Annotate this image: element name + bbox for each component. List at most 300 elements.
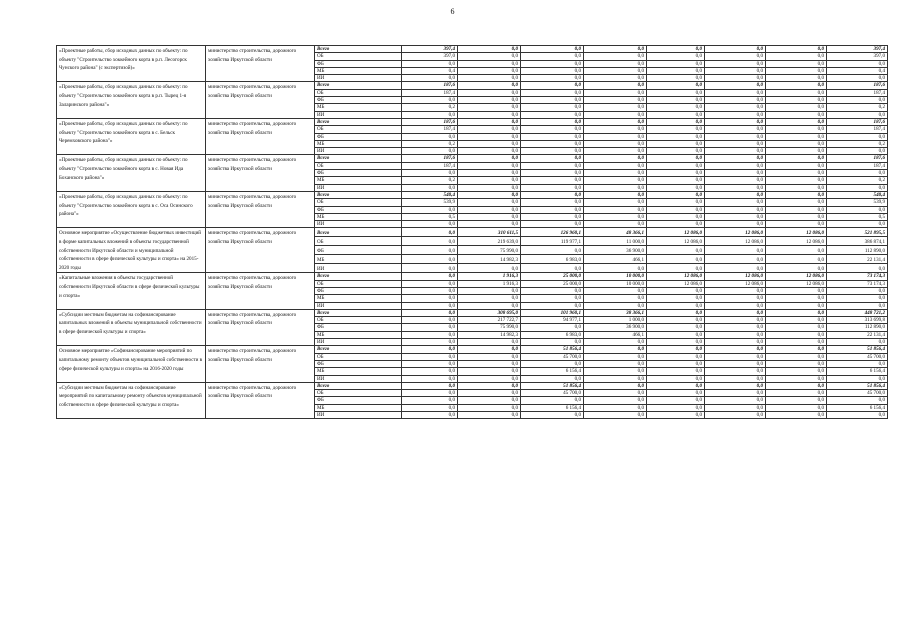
amount-cell: 0,0 [584,89,647,96]
amount-cell: 0,0 [647,104,705,111]
amount-cell: 0,0 [458,412,521,419]
amount-cell: 112 890,0 [827,246,888,255]
amount-cell: 0,0 [584,390,647,397]
amount-cell: 0,0 [705,46,766,53]
amount-cell: 0,0 [521,375,584,382]
table-row [57,118,888,125]
amount-cell: 0,0 [766,309,827,316]
funding-source: МБ [315,177,402,184]
amount-cell: 0,0 [647,324,705,331]
amount-cell: 0,0 [647,246,705,255]
amount-cell: 0,0 [705,317,766,324]
amount-cell: 0,0 [647,148,705,155]
amount-cell: 386 874,1 [827,237,888,246]
amount-cell: 51 856,4 [521,346,584,353]
amount-cell: 0,0 [584,412,647,419]
funding-source: ИИ [315,184,402,191]
table-row [57,46,888,53]
amount-cell: 0,0 [705,390,766,397]
funding-source: ФБ [315,246,402,255]
funding-source: ОБ [315,353,402,360]
amount-cell: 0,0 [584,346,647,353]
amount-cell: 0,0 [766,53,827,60]
amount-cell: 0,0 [521,75,584,82]
amount-cell: 0,0 [521,199,584,206]
amount-cell: 0,0 [402,295,458,302]
amount-cell: 0,0 [584,368,647,375]
amount-cell: 0,0 [402,221,458,228]
amount-cell: 0,0 [647,295,705,302]
amount-cell: 0,0 [827,97,888,104]
amount-cell: 0,0 [521,67,584,74]
amount-cell: 45 700,0 [827,353,888,360]
amount-cell: 0,0 [647,255,705,264]
amount-cell: 187,6 [402,155,458,162]
amount-cell: 0,0 [584,155,647,162]
amount-cell: 12 086,0 [647,280,705,287]
table-row [57,82,888,89]
amount-cell: 0,0 [766,287,827,294]
amount-cell: 0,0 [705,302,766,309]
amount-cell: 0,0 [521,177,584,184]
amount-cell: 0,0 [705,339,766,346]
amount-cell: 12 086,0 [705,273,766,280]
amount-cell: 0,0 [766,353,827,360]
amount-cell: 0,0 [584,353,647,360]
amount-cell: 0,0 [584,213,647,220]
amount-cell: 51 856,4 [521,382,584,389]
amount-cell: 0,0 [458,191,521,198]
table-row [57,382,888,389]
amount-cell: 0,0 [458,375,521,382]
amount-cell: 0,0 [584,295,647,302]
amount-cell: 521 895,5 [827,228,888,237]
amount-cell: 0,0 [402,382,458,389]
funding-source: Всего [315,382,402,389]
amount-cell: 217 722,7 [458,317,521,324]
responsible-executor: министерство строительства, дорожного хозяйства Иркутской области [206,346,315,382]
amount-cell: 0,0 [647,133,705,140]
amount-cell: 0,0 [647,317,705,324]
amount-cell: 0,0 [705,264,766,273]
funding-source: ИИ [315,412,402,419]
amount-cell: 0,0 [705,148,766,155]
amount-cell: 0,0 [584,191,647,198]
amount-cell: 0,0 [402,390,458,397]
measure-description: Основное мероприятие «Осуществление бюджетных инвестиций в форме капитальных вложений в объекты государственной собственности Иркутской области и муниципальной собственности в сфере физической культуры и спорта» на 2015-2020 годы [57,228,206,273]
amount-cell: 0,0 [521,324,584,331]
amount-cell: 187,6 [827,82,888,89]
amount-cell: 0,0 [647,397,705,404]
amount-cell: 0,0 [521,360,584,367]
funding-source: ОБ [315,53,402,60]
amount-cell: 0,0 [458,221,521,228]
amount-cell: 6 156,4 [521,368,584,375]
amount-cell: 0,5 [827,213,888,220]
amount-cell: 0,0 [402,273,458,280]
amount-cell: 0,0 [647,60,705,67]
amount-cell: 0,0 [705,97,766,104]
amount-cell: 0,0 [766,199,827,206]
amount-cell: 0,0 [402,287,458,294]
amount-cell: 0,0 [584,184,647,191]
amount-cell: 0,0 [766,375,827,382]
amount-cell: 0,0 [647,126,705,133]
amount-cell: 0,0 [766,213,827,220]
amount-cell: 0,0 [766,148,827,155]
funding-source: МБ [315,255,402,264]
amount-cell: 36 900,0 [584,246,647,255]
amount-cell: 0,0 [705,104,766,111]
amount-cell: 0,0 [647,82,705,89]
amount-cell: 0,0 [766,404,827,411]
amount-cell: 0,0 [521,133,584,140]
funding-source: ФБ [315,60,402,67]
amount-cell: 12 086,0 [705,280,766,287]
amount-cell: 0,0 [402,317,458,324]
amount-cell: 539,9 [827,199,888,206]
amount-cell: 0,0 [705,199,766,206]
amount-cell: 0,0 [705,60,766,67]
amount-cell: 0,0 [458,339,521,346]
funding-source: МБ [315,404,402,411]
amount-cell: 0,0 [521,118,584,125]
amount-cell: 0,0 [766,89,827,96]
amount-cell: 0,0 [584,148,647,155]
amount-cell: 0,0 [402,324,458,331]
amount-cell: 75 990,0 [458,246,521,255]
amount-cell: 45 700,0 [521,353,584,360]
amount-cell: 0,0 [705,75,766,82]
amount-cell: 0,0 [521,148,584,155]
amount-cell: 0,0 [647,170,705,177]
funding-source: ИИ [315,111,402,118]
amount-cell: 0,0 [766,221,827,228]
amount-cell: 12 086,0 [766,280,827,287]
amount-cell: 126 960,1 [521,228,584,237]
page-number: 6 [450,7,455,16]
responsible-executor: министерство строительства, дорожного хозяйства Иркутской области [206,309,315,345]
amount-cell: 448 721,2 [827,309,888,316]
amount-cell: 0,0 [766,368,827,375]
amount-cell: 0,0 [521,140,584,147]
amount-cell: 0,0 [584,206,647,213]
amount-cell: 0,0 [766,97,827,104]
amount-cell: 0,0 [521,60,584,67]
amount-cell: 0,0 [647,67,705,74]
amount-cell: 0,0 [705,287,766,294]
amount-cell: 0,0 [584,162,647,169]
amount-cell: 0,0 [458,75,521,82]
amount-cell: 12 086,0 [647,273,705,280]
responsible-executor: министерство строительства, дорожного хозяйства Иркутской области [206,382,315,418]
amount-cell: 0,0 [647,89,705,96]
amount-cell: 0,0 [647,155,705,162]
amount-cell: 94 977,1 [521,317,584,324]
amount-cell: 0,0 [766,126,827,133]
amount-cell: 0,0 [584,60,647,67]
funding-source: Всего [315,82,402,89]
amount-cell: 0,0 [766,155,827,162]
funding-source: ФБ [315,170,402,177]
amount-cell: 187,6 [402,118,458,125]
amount-cell: 0,0 [402,375,458,382]
measure-description: «Субсидии местным бюджетам на софинансирование мероприятий по капитальному ремонту объектов муниципальной собственности в сфере физической культуры и спорта» [57,382,206,418]
amount-cell: 0,0 [458,148,521,155]
amount-cell: 0,0 [458,404,521,411]
amount-cell: 540,4 [827,191,888,198]
measure-description: «Проектные работы, сбор исходных данных по объекту: по объекту "Строительство хоккейного корта в с. Новая Ида Боханского района"» [57,155,206,191]
table-row [57,155,888,162]
funding-source: МБ [315,295,402,302]
amount-cell: 0,0 [402,246,458,255]
amount-cell: 0,0 [402,228,458,237]
amount-cell: 0,0 [402,237,458,246]
amount-cell: 0,0 [402,302,458,309]
amount-cell: 0,0 [584,82,647,89]
amount-cell: 0,0 [647,346,705,353]
responsible-executor: министерство строительства, дорожного хозяйства Иркутской области [206,273,315,309]
amount-cell: 0,0 [827,206,888,213]
amount-cell: 0,0 [402,255,458,264]
funding-source: Всего [315,118,402,125]
funding-source: ОБ [315,89,402,96]
amount-cell: 0,0 [521,213,584,220]
funding-source: ИИ [315,75,402,82]
amount-cell: 0,0 [647,331,705,338]
amount-cell: 0,0 [584,170,647,177]
amount-cell: 0,0 [521,97,584,104]
amount-cell: 12 086,0 [647,237,705,246]
amount-cell: 0,0 [766,382,827,389]
amount-cell: 0,0 [705,140,766,147]
amount-cell: 36 900,0 [584,324,647,331]
amount-cell: 0,0 [827,302,888,309]
amount-cell: 0,0 [705,246,766,255]
amount-cell: 0,0 [521,82,584,89]
amount-cell: 0,0 [827,412,888,419]
amount-cell: 0,0 [584,199,647,206]
amount-cell: 0,4 [402,67,458,74]
amount-cell: 0,0 [402,60,458,67]
amount-cell: 0,0 [584,404,647,411]
responsible-executor: министерство строительства, дорожного хозяйства Иркутской области [206,228,315,273]
amount-cell: 0,0 [458,67,521,74]
amount-cell: 0,0 [705,170,766,177]
funding-source: ФБ [315,360,402,367]
amount-cell: 0,0 [647,339,705,346]
amount-cell: 0,0 [458,346,521,353]
amount-cell: 0,2 [827,104,888,111]
amount-cell: 0,0 [705,368,766,375]
amount-cell: 0,0 [458,353,521,360]
amount-cell: 219 639,0 [458,237,521,246]
amount-cell: 0,0 [827,184,888,191]
amount-cell: 0,0 [705,295,766,302]
amount-cell: 0,0 [766,346,827,353]
amount-cell: 0,0 [458,140,521,147]
funding-source: ИИ [315,339,402,346]
amount-cell: 0,0 [458,397,521,404]
amount-cell: 6 983,0 [521,331,584,338]
amount-cell: 0,0 [584,221,647,228]
amount-cell: 25 000,0 [521,280,584,287]
responsible-executor: министерство строительства, дорожного хозяйства Иркутской области [206,155,315,191]
amount-cell: 11 000,0 [584,237,647,246]
amount-cell: 466,1 [584,255,647,264]
amount-cell: 0,0 [766,295,827,302]
amount-cell: 0,0 [705,133,766,140]
amount-cell: 0,0 [521,302,584,309]
funding-source: ОБ [315,199,402,206]
amount-cell: 119 977,1 [521,237,584,246]
amount-cell: 310 611,5 [458,228,521,237]
amount-cell: 0,0 [521,155,584,162]
amount-cell: 0,0 [705,111,766,118]
responsible-executor: министерство строительства, дорожного хозяйства Иркутской области [206,82,315,118]
amount-cell: 0,5 [402,213,458,220]
amount-cell: 0,0 [521,191,584,198]
funding-source: Всего [315,155,402,162]
amount-cell: 0,0 [458,46,521,53]
amount-cell: 0,0 [647,162,705,169]
amount-cell: 0,0 [647,264,705,273]
amount-cell: 51 856,4 [827,382,888,389]
amount-cell: 0,0 [402,331,458,338]
amount-cell: 0,0 [521,264,584,273]
amount-cell: 0,0 [766,302,827,309]
amount-cell: 0,0 [766,360,827,367]
amount-cell: 0,0 [458,82,521,89]
amount-cell: 0,0 [647,140,705,147]
amount-cell: 12 086,0 [766,273,827,280]
amount-cell: 0,0 [705,53,766,60]
amount-cell: 0,0 [458,206,521,213]
amount-cell: 0,0 [584,360,647,367]
amount-cell: 0,0 [766,191,827,198]
amount-cell: 1 000,0 [584,317,647,324]
amount-cell: 0,0 [402,184,458,191]
amount-cell: 0,0 [647,390,705,397]
amount-cell: 0,0 [584,397,647,404]
amount-cell: 0,0 [458,264,521,273]
funding-source: ОБ [315,162,402,169]
amount-cell: 0,0 [647,118,705,125]
amount-cell: 0,0 [827,75,888,82]
amount-cell: 539,9 [402,199,458,206]
amount-cell: 0,0 [705,397,766,404]
measure-description: «Проектные работы, сбор исходных данных по объекту: по объекту "Строительство хоккейного корта в с. Оса Осинского района"» [57,191,206,227]
measure-description: «Проектные работы, сбор исходных данных по объекту: по объекту "Строительство хоккейного корта в р.п. Тырец 1-я Заларинского района"» [57,82,206,118]
funding-source: МБ [315,140,402,147]
amount-cell: 38 366,1 [584,309,647,316]
funding-source: ФБ [315,324,402,331]
amount-cell: 187,4 [402,89,458,96]
amount-cell: 0,0 [584,118,647,125]
amount-cell: 0,0 [402,412,458,419]
amount-cell: 0,0 [521,206,584,213]
funding-source: ИИ [315,264,402,273]
amount-cell: 0,0 [766,339,827,346]
funding-source: ИИ [315,221,402,228]
amount-cell: 0,0 [458,199,521,206]
amount-cell: 313 699,8 [827,317,888,324]
budget-table-body [57,46,888,419]
amount-cell: 0,0 [705,118,766,125]
amount-cell: 0,2 [827,140,888,147]
amount-cell: 0,2 [402,140,458,147]
amount-cell: 0,0 [584,97,647,104]
amount-cell: 0,0 [705,82,766,89]
amount-cell: 0,0 [705,353,766,360]
amount-cell: 187,4 [402,162,458,169]
amount-cell: 14 982,3 [458,255,521,264]
amount-cell: 0,0 [766,206,827,213]
amount-cell: 0,0 [458,126,521,133]
amount-cell: 0,4 [827,67,888,74]
amount-cell: 12 086,0 [647,228,705,237]
amount-cell: 0,0 [766,118,827,125]
budget-table [56,45,888,419]
amount-cell: 45 700,0 [827,390,888,397]
amount-cell: 397,4 [827,46,888,53]
amount-cell: 10 000,0 [584,273,647,280]
amount-cell: 0,0 [647,360,705,367]
amount-cell: 0,0 [705,346,766,353]
amount-cell: 0,0 [458,111,521,118]
amount-cell: 0,0 [402,360,458,367]
funding-source: ФБ [315,287,402,294]
amount-cell: 0,0 [827,295,888,302]
funding-source: Всего [315,191,402,198]
amount-cell: 0,0 [827,221,888,228]
amount-cell: 14 982,3 [458,331,521,338]
funding-source: ФБ [315,397,402,404]
amount-cell: 0,0 [705,382,766,389]
amount-cell: 0,0 [827,264,888,273]
amount-cell: 0,0 [402,206,458,213]
amount-cell: 187,4 [827,89,888,96]
amount-cell: 0,0 [402,75,458,82]
amount-cell: 0,0 [402,404,458,411]
funding-source: МБ [315,67,402,74]
amount-cell: 1 916,3 [458,280,521,287]
amount-cell: 12 086,0 [705,237,766,246]
amount-cell: 0,0 [402,353,458,360]
amount-cell: 0,0 [766,255,827,264]
measure-description: Основное мероприятие «Софинансирование мероприятий по капитальному ремонту объектов муниципальной собственности в сфере физической культуры и спорта» на 2016-2020 годы [57,346,206,382]
amount-cell: 0,2 [402,177,458,184]
amount-cell: 12 086,0 [766,228,827,237]
amount-cell: 0,0 [766,46,827,53]
amount-cell: 0,0 [705,155,766,162]
table-row [57,346,888,353]
amount-cell: 187,6 [402,82,458,89]
amount-cell: 6 983,0 [521,255,584,264]
amount-cell: 0,0 [521,287,584,294]
amount-cell: 0,0 [458,162,521,169]
amount-cell: 0,0 [458,360,521,367]
amount-cell: 0,0 [647,368,705,375]
amount-cell: 0,0 [584,375,647,382]
responsible-executor: министерство строительства, дорожного хозяйства Иркутской области [206,46,315,82]
amount-cell: 101 960,1 [521,309,584,316]
measure-description: «Субсидии местным бюджетам на софинансирование капитальных вложений в объекты муниципальной собственности в сфере физической культуры и спорта» [57,309,206,345]
amount-cell: 0,0 [521,246,584,255]
funding-source: ОБ [315,390,402,397]
amount-cell: 0,0 [827,287,888,294]
amount-cell: 0,0 [705,375,766,382]
